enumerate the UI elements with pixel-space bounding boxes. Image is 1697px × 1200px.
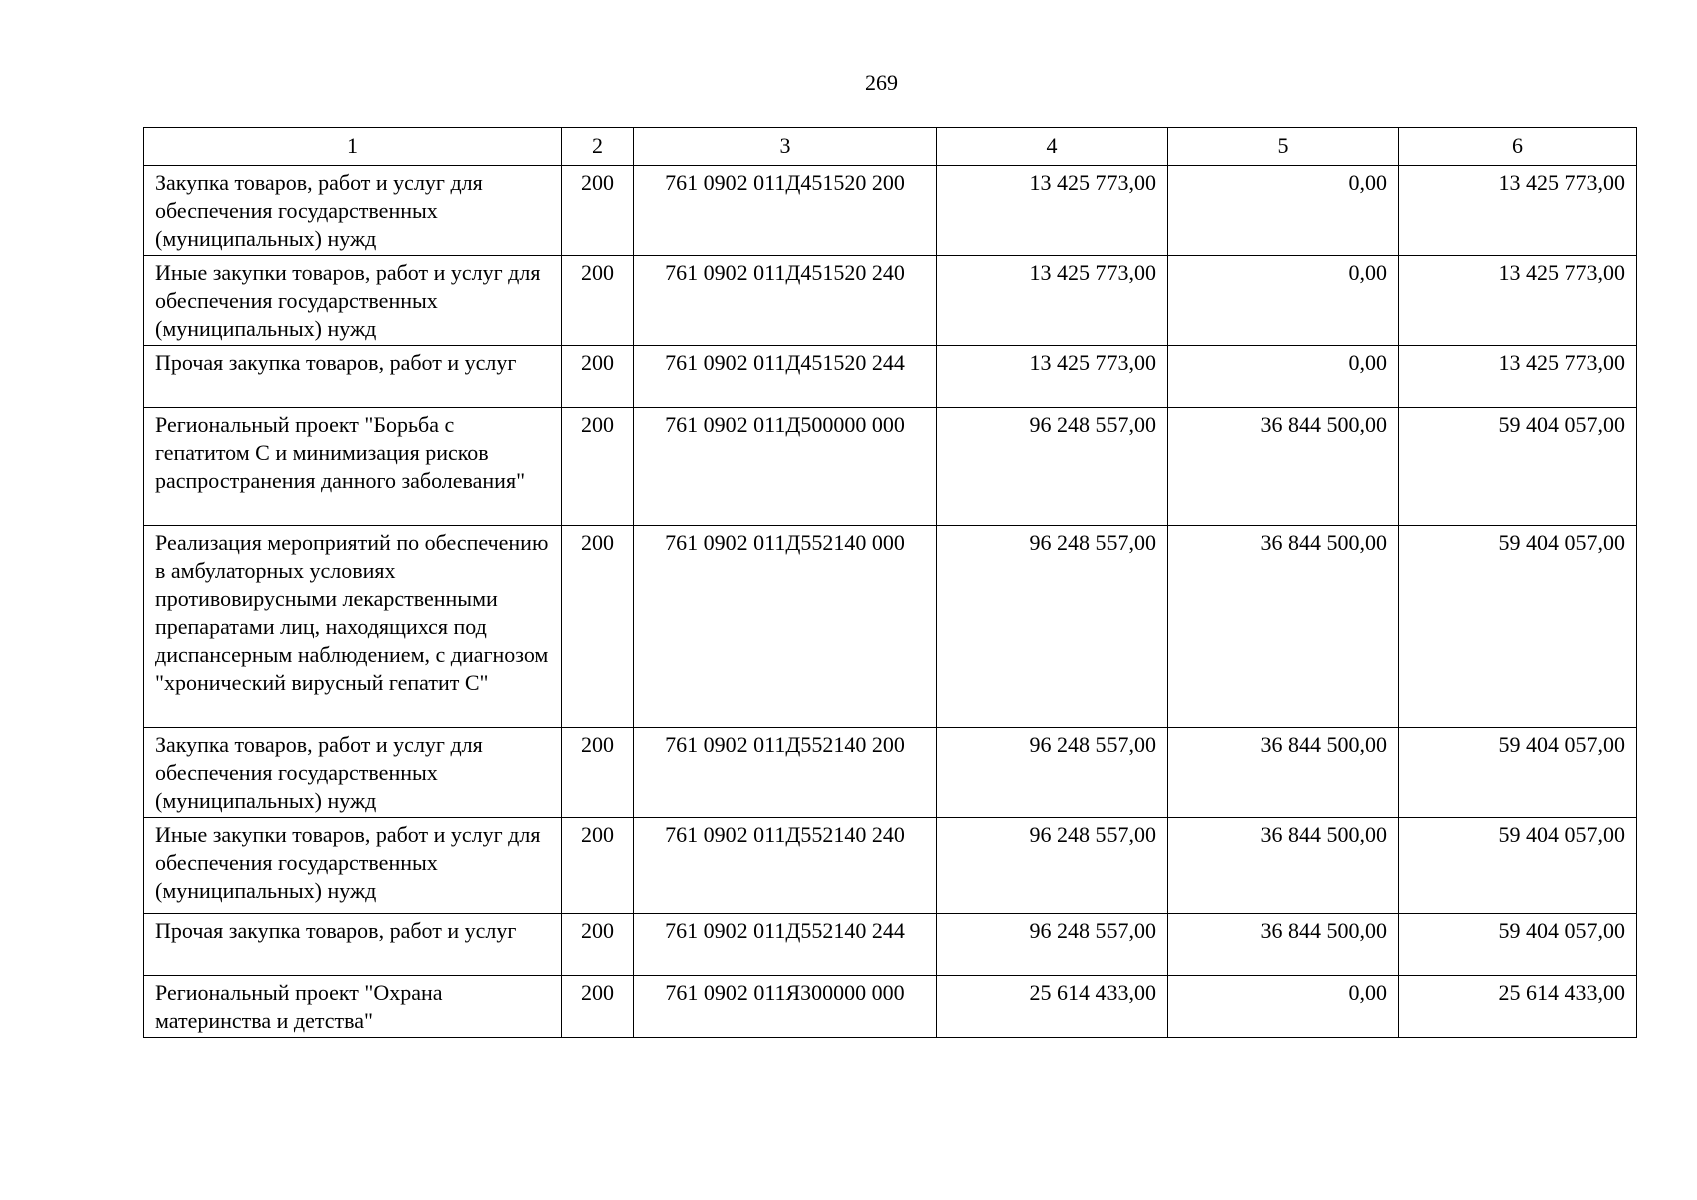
table-row [144,346,1637,408]
table-row [144,526,1637,728]
row-col5-cell: 0,00 [1168,256,1399,346]
row-col2-cell: 200 [562,818,634,914]
row-col4-cell: 13 425 773,00 [937,166,1168,256]
row-col2-cell: 200 [562,346,634,408]
row-col2-cell: 200 [562,166,634,256]
row-name-cell: Иные закупки товаров, работ и услуг для обеспечения государственных (муниципальных) нужд [144,818,562,914]
row-col5-cell: 36 844 500,00 [1168,408,1399,526]
row-name-cell: Иные закупки товаров, работ и услуг для обеспечения государственных (муниципальных) нужд [144,256,562,346]
table-row [144,166,1637,256]
row-col4-cell: 13 425 773,00 [937,346,1168,408]
row-col6-cell: 25 614 433,00 [1399,976,1637,1038]
row-col4-cell: 25 614 433,00 [937,976,1168,1038]
row-col6-cell: 59 404 057,00 [1399,526,1637,728]
row-code-cell: 761 0902 011Д552140 244 [634,914,937,976]
row-col6-cell: 13 425 773,00 [1399,166,1637,256]
row-col4-cell: 13 425 773,00 [937,256,1168,346]
row-col4-cell: 96 248 557,00 [937,914,1168,976]
row-col2-cell: 200 [562,408,634,526]
row-col4-cell: 96 248 557,00 [937,728,1168,818]
header-cell: 6 [1399,128,1637,166]
row-name-cell: Прочая закупка товаров, работ и услуг [144,914,562,976]
header-cell: 3 [634,128,937,166]
row-code-cell: 761 0902 011Д451520 200 [634,166,937,256]
row-name-cell: Региональный проект "Охрана материнства и детства" [144,976,562,1038]
row-col2-cell: 200 [562,526,634,728]
row-col5-cell: 36 844 500,00 [1168,728,1399,818]
row-col6-cell: 59 404 057,00 [1399,408,1637,526]
row-col6-cell: 59 404 057,00 [1399,818,1637,914]
row-col2-cell: 200 [562,976,634,1038]
row-col2-cell: 200 [562,914,634,976]
row-col5-cell: 0,00 [1168,166,1399,256]
row-code-cell: 761 0902 011Д500000 000 [634,408,937,526]
row-col4-cell: 96 248 557,00 [937,408,1168,526]
budget-table [143,127,1637,1038]
header-cell: 2 [562,128,634,166]
table-row [144,914,1637,976]
table-row [144,256,1637,346]
row-code-cell: 761 0902 011Д552140 000 [634,526,937,728]
row-code-cell: 761 0902 011Д451520 244 [634,346,937,408]
header-cell: 5 [1168,128,1399,166]
row-col2-cell: 200 [562,256,634,346]
header-cell: 4 [937,128,1168,166]
page-number: 269 [865,70,898,95]
header-cell: 1 [144,128,562,166]
row-name-cell: Реализация мероприятий по обеспечению в амбулаторных условиях противовирусными лекарственными препаратами лиц, находящихся под диспансерным наблюдением, с диагнозом "хронический вирусный гепатит С" [144,526,562,728]
row-col5-cell: 36 844 500,00 [1168,526,1399,728]
table-row [144,408,1637,526]
row-col2-cell: 200 [562,728,634,818]
row-col5-cell: 0,00 [1168,976,1399,1038]
table-row [144,818,1637,914]
row-col5-cell: 36 844 500,00 [1168,818,1399,914]
row-name-cell: Закупка товаров, работ и услуг для обеспечения государственных (муниципальных) нужд [144,166,562,256]
table-row [144,728,1637,818]
row-name-cell: Закупка товаров, работ и услуг для обеспечения государственных (муниципальных) нужд [144,728,562,818]
table-row [144,976,1637,1038]
row-col6-cell: 59 404 057,00 [1399,914,1637,976]
row-col4-cell: 96 248 557,00 [937,818,1168,914]
row-name-cell: Прочая закупка товаров, работ и услуг [144,346,562,408]
row-col5-cell: 36 844 500,00 [1168,914,1399,976]
row-code-cell: 761 0902 011Д451520 240 [634,256,937,346]
row-col4-cell: 96 248 557,00 [937,526,1168,728]
table-header-row [144,128,1637,166]
row-code-cell: 761 0902 011Д552140 240 [634,818,937,914]
row-name-cell: Региональный проект "Борьба с гепатитом С и минимизация рисков распространения данного заболевания" [144,408,562,526]
row-code-cell: 761 0902 011Д552140 200 [634,728,937,818]
row-col6-cell: 59 404 057,00 [1399,728,1637,818]
row-col6-cell: 13 425 773,00 [1399,346,1637,408]
row-col5-cell: 0,00 [1168,346,1399,408]
row-code-cell: 761 0902 011Я300000 000 [634,976,937,1038]
row-col6-cell: 13 425 773,00 [1399,256,1637,346]
